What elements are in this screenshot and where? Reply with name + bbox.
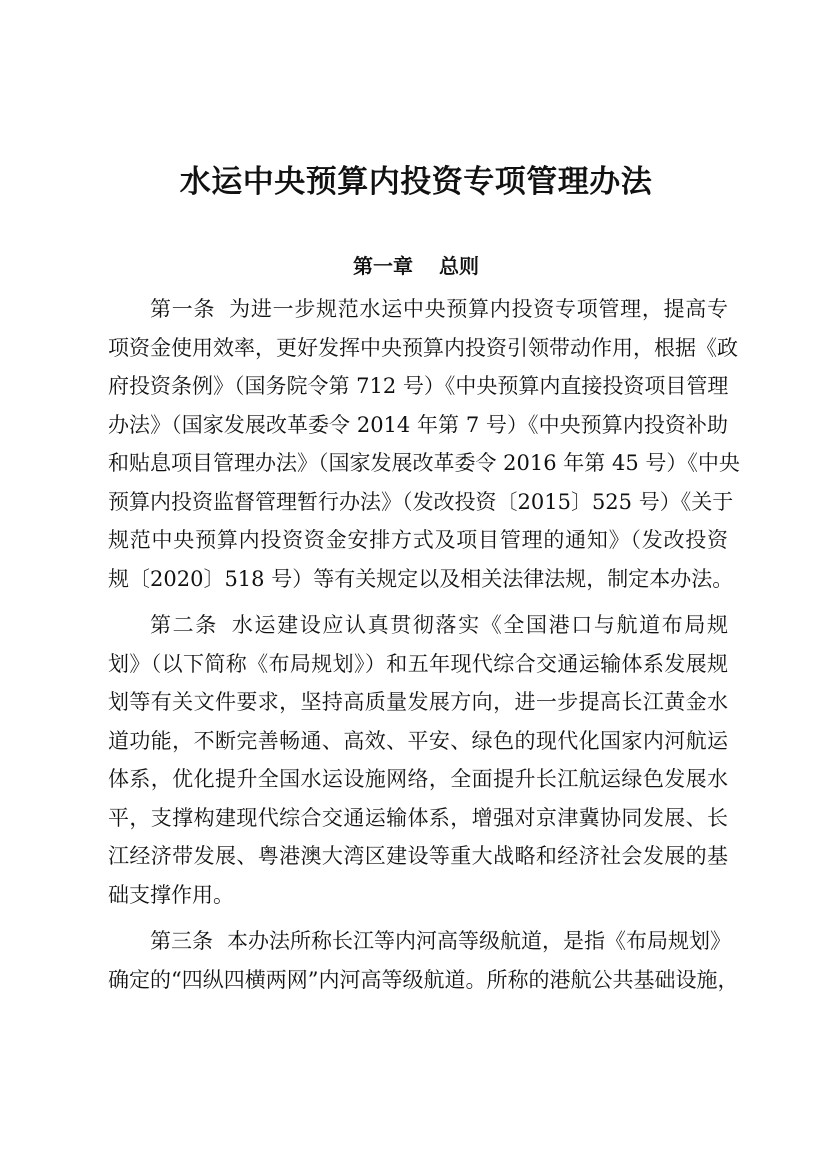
article-line: 体系，优化提升全国水运设施网络，全面提升长江航运绿色发展水 (108, 767, 728, 791)
article-line: 规〔2020〕518 号）等有关规定以及相关法律法规，制定本办法。 (108, 566, 734, 591)
article-line: 确定的“四纵四横两网”内河高等级航道。所称的港航公共基础设施， (108, 967, 739, 992)
article-line: 第三条 本办法所称长江等内河高等级航道，是指《布局规划》 (150, 929, 731, 953)
article-3 (108, 922, 739, 999)
article-line: 江经济带发展、粤港澳大湾区建设等重大战略和经济社会发展的基 (108, 844, 728, 868)
chapter-number: 第一章 (353, 254, 413, 278)
article-line: 划等有关文件要求，坚持高质量发展方向，进一步提高长江黄金水 (108, 690, 728, 714)
article-label: 第二条 (150, 613, 218, 637)
article-line: 平，支撑构建现代综合交通运输体系，增强对京津冀协同发展、长 (108, 805, 728, 830)
chapter-name: 总则 (439, 254, 479, 278)
article-line: 项资金使用效率，更好发挥中央预算内投资引领带动作用，根据《政 (108, 335, 738, 360)
article-line: 预算内投资监督管理暂行办法》（发改投资〔2015〕525 号）《关于 (108, 489, 734, 514)
article-2 (108, 606, 728, 914)
article-line: 划》（以下简称《布局规划》）和五年现代综合交通运输体系发展规 (108, 651, 728, 676)
article-label: 第一条 (150, 297, 216, 321)
article-line: 第二条 水运建设应认真贯彻落实《全国港口与航道布局规 (150, 613, 728, 637)
article-line: 和贴息项目管理办法》（国家发展改革委令 2016 年第 45 号）《中央 (108, 451, 740, 475)
document-body (108, 290, 740, 999)
article-line: 道功能，不断完善畅通、高效、平安、绿色的现代化国家内河航运 (108, 728, 728, 753)
document-title: 水运中央预算内投资专项管理办法 (179, 164, 653, 200)
article-line: 第一条 为进一步规范水运中央预算内投资专项管理，提高专 (150, 297, 729, 321)
article-1 (108, 290, 740, 598)
article-line: 规范中央预算内投资资金安排方式及项目管理的通知》（发改投资 (108, 528, 728, 552)
chapter-heading (0, 250, 832, 282)
article-line: 府投资条例》（国务院令第 712 号）《中央预算内直接投资项目管理 (108, 374, 729, 398)
article-line: 础支撑作用。 (108, 882, 234, 907)
article-label: 第三条 (150, 929, 213, 953)
article-line: 办法》（国家发展改革委令 2014 年第 7 号）《中央预算内投资补助 (108, 412, 728, 437)
